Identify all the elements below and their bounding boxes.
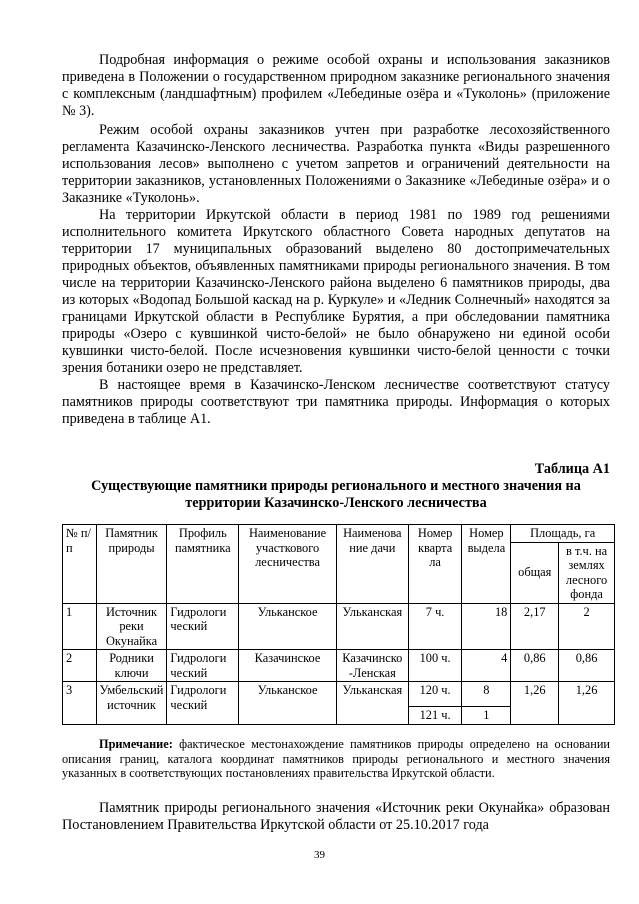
bottom-text (62, 800, 610, 834)
table-row (63, 650, 615, 682)
header-district: Наименование участкового лесничества (239, 525, 337, 604)
cell-area-forest: 1,26 (559, 682, 615, 725)
table-row (63, 682, 615, 707)
header-profile: Профиль памятника (167, 525, 239, 604)
header-area-total: общая (511, 542, 559, 603)
header-area-forest: в т.ч. на землях лесного фонда (559, 542, 615, 603)
cell-dacha: Ульканская (336, 603, 408, 650)
paragraph-3: На территории Иркутской области в период 1981 по 1989 год решениями исполнительного комитета Иркутского областного Совета народных депутатов на территории 17 муниципальных образований выделено 80 достопримечательных природных объектов, объявленных памятниками природы регионального значения. В том числе на территории Казачинско-Ленского района выделено 6 памятников природы, два из которых «Водопад Большой каскад на р. Куркуле» и «Ледник Солнечный» находятся за границами Иркутской области в Республике Бурятия, а при обследовании памятника природы «Озеро с кувшинкой чисто-белой» не было обнаружено ни единой особи кувшинки чисто-белой. После исчезновения кувшинки чисто-белой ценности с точки зрения ботаники озеро не представляет. (62, 207, 610, 376)
table-header-row (63, 525, 615, 543)
note-text: фактическое местонахождение памятников природы определено на основании описания границ, каталога координат памятников природы регионального и местного значения указанных в соответствующих постановлениях правительства Иркутской области. (62, 737, 610, 780)
cell-dacha: Казачинско -Ленская (336, 650, 408, 682)
cell-area-total: 1,26 (511, 682, 559, 725)
cell-num: 2 (63, 650, 97, 682)
cell-num: 3 (63, 682, 97, 725)
header-vydel: Номер выдела (462, 525, 511, 604)
cell-kvartal: 120 ч. (408, 682, 462, 707)
cell-area-total: 2,17 (511, 603, 559, 650)
cell-district: Ульканское (239, 603, 337, 650)
cell-vydel: 4 (462, 650, 511, 682)
table-title: Существующие памятники природы регионального и местного значения на территории Казачинско-Ленского лесничества (91, 478, 581, 511)
cell-name: Умбельский источник (96, 682, 167, 725)
cell-profile: Гидрологи ческий (167, 603, 239, 650)
cell-profile: Гидрологи ческий (167, 650, 239, 682)
cell-kvartal: 100 ч. (408, 650, 462, 682)
table-row (63, 603, 615, 650)
cell-vydel: 8 (462, 682, 511, 707)
cell-vydel: 1 (462, 707, 511, 725)
cell-area-forest: 2 (559, 603, 615, 650)
header-kvartal: Номер кварта ла (408, 525, 462, 604)
cell-profile: Гидрологи ческий (167, 682, 239, 725)
paragraph-1: Подробная информация о режиме особой охраны и использования заказников приведена в Положении о государственном природном заказнике регионального значения с комплексным (ландшафтным) профилем «Лебединые озёра и «Туколонь» (приложение № 3). (62, 52, 610, 119)
table-number: Таблица А1 (534, 461, 610, 477)
cell-vydel: 18 (462, 603, 511, 650)
table-note (62, 737, 610, 781)
monuments-table (62, 524, 615, 725)
cell-kvartal: 121 ч. (408, 707, 462, 725)
cell-district: Казачинское (239, 650, 337, 682)
note-label: Примечание: (99, 737, 173, 751)
cell-name: Источник реки Окунайка (96, 603, 167, 650)
header-num: № п/п (63, 525, 97, 604)
cell-kvartal: 7 ч. (408, 603, 462, 650)
header-dacha: Наименова ние дачи (336, 525, 408, 604)
paragraph-2: Режим особой охраны заказников учтен при разработке лесохозяйственного регламента Казачинско-Ленского лесничества. Разработка пункта «Виды разрешенного использования лесов» выполнено с учетом запретов и ограничений деятельности на территории заказников, установленных Положениями о Заказнике «Лебединые озёра» и о Заказнике «Туколонь». (62, 122, 610, 206)
cell-num: 1 (63, 603, 97, 650)
cell-district: Ульканское (239, 682, 337, 725)
paragraph-4: В настоящее время в Казачинско-Ленском лесничестве соответствуют статусу памятников природы соответствуют три памятника природы. Информация о которых приведена в таблице А1. (62, 377, 610, 427)
page-number: 39 (314, 849, 325, 861)
cell-area-forest: 0,86 (559, 650, 615, 682)
body-text (62, 52, 610, 428)
cell-area-total: 0,86 (511, 650, 559, 682)
cell-name: Родники ключи (96, 650, 167, 682)
cell-dacha: Ульканская (336, 682, 408, 725)
paragraph-5: Памятник природы регионального значения «Источник реки Окунайка» образован Постановлением Правительства Иркутской области от 25.10.2017 года (62, 800, 610, 833)
header-area: Площадь, га (511, 525, 615, 543)
header-name: Памятник природы (96, 525, 167, 604)
